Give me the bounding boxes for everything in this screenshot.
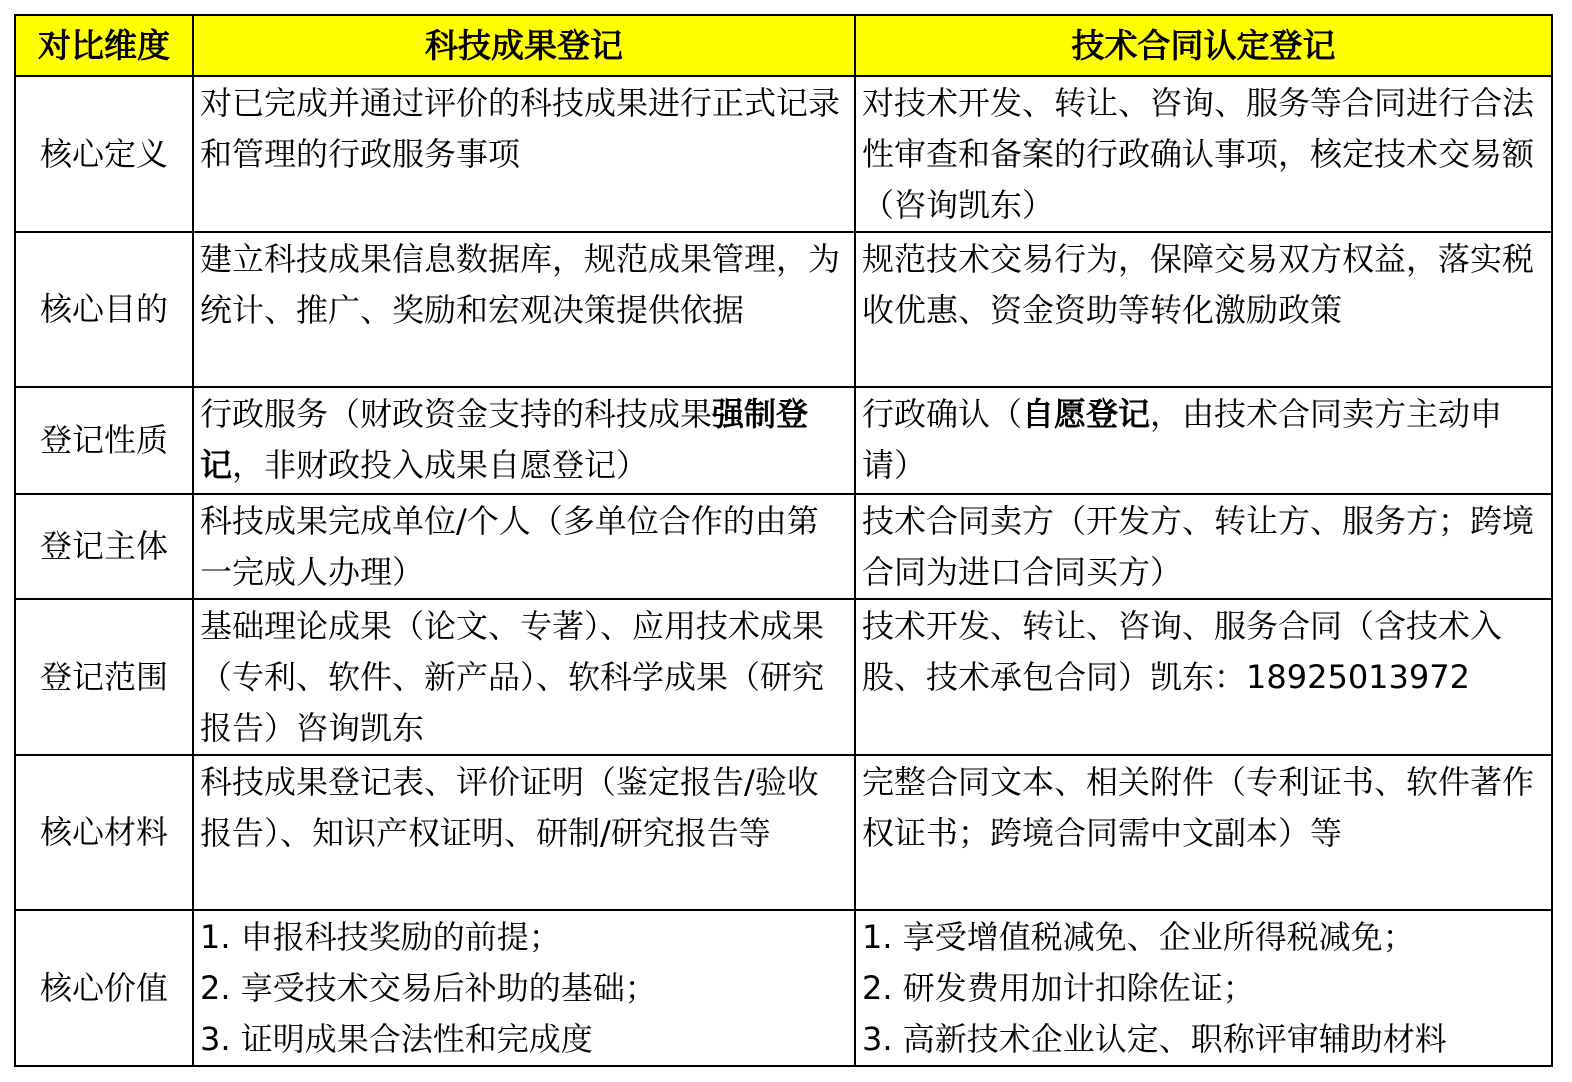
list-item: 3. 高新技术企业认定、职称评审辅助材料 [862, 1020, 1447, 1058]
header-dimension: 对比维度 [15, 15, 193, 76]
achievement-cell [193, 910, 855, 1066]
cell-bold-text: 强制登记 [200, 395, 809, 484]
list-item: 1. 申报科技奖励的前提； [200, 918, 561, 956]
contract-cell: 技术合同卖方（开发方、转让方、服务方；跨境合同为进口合同买方） [855, 494, 1552, 599]
list-item: 2. 享受技术交易后补助的基础； [200, 969, 657, 1007]
row-label: 登记性质 [15, 387, 193, 494]
contract-cell [855, 599, 1552, 755]
row-label: 登记主体 [15, 494, 193, 599]
list-item: 3. 证明成果合法性和完成度 [200, 1020, 593, 1058]
contract-cell: 完整合同文本、相关附件（专利证书、软件著作权证书；跨境合同需中文副本）等 [855, 755, 1552, 910]
cell-text: ，非财政投入成果自愿登记） [232, 446, 649, 484]
row-label: 核心目的 [15, 232, 193, 387]
row-label: 核心材料 [15, 755, 193, 910]
table-row [15, 910, 1552, 1066]
achievement-cell [193, 387, 855, 494]
contract-cell: 对技术开发、转让、咨询、服务等合同进行合法性审查和备案的行政确认事项，核定技术交易额（咨询凯东） [855, 76, 1552, 232]
achievement-cell: 对已完成并通过评价的科技成果进行正式记录和管理的行政服务事项 [193, 76, 855, 232]
table-row [15, 599, 1552, 755]
cell-text: 行政确认（ [862, 395, 1023, 433]
cell-text: ，由技术合同卖方主动申请） [862, 395, 1503, 484]
header-row [15, 15, 1552, 76]
header-tech-achievement-registration: 科技成果登记 [193, 15, 855, 76]
table-row [15, 232, 1552, 387]
comparison-table-container [14, 14, 1553, 1067]
achievement-cell: 科技成果登记表、评价证明（鉴定报告/验收报告）、知识产权证明、研制/研究报告等 [193, 755, 855, 910]
table-row [15, 76, 1552, 232]
row-label: 登记范围 [15, 599, 193, 755]
table-row [15, 494, 1552, 599]
row-label: 核心定义 [15, 76, 193, 232]
contract-cell [855, 387, 1552, 494]
table-row [15, 755, 1552, 910]
comparison-table [14, 14, 1553, 1067]
achievement-cell: 建立科技成果信息数据库，规范成果管理，为统计、推广、奖励和宏观决策提供依据 [193, 232, 855, 387]
row-label: 核心价值 [15, 910, 193, 1066]
list-item: 2. 研发费用加计扣除佐证； [862, 969, 1255, 1007]
achievement-cell: 科技成果完成单位/个人（多单位合作的由第一完成人办理） [193, 494, 855, 599]
contract-cell [855, 910, 1552, 1066]
phone-number: 18925013972 [1246, 658, 1470, 696]
table-row [15, 387, 1552, 494]
cell-bold-text: 自愿登记 [1022, 395, 1151, 433]
list-item: 1. 享受增值税减免、企业所得税减免； [862, 918, 1415, 956]
achievement-cell: 基础理论成果（论文、专著）、应用技术成果（专利、软件、新产品）、软科学成果（研究报告）咨询凯东 [193, 599, 855, 755]
header-tech-contract-registration: 技术合同认定登记 [855, 15, 1552, 76]
cell-text: 技术开发、转让、咨询、服务合同（含技术入股、技术承包合同）凯东： [862, 607, 1503, 696]
contract-cell: 规范技术交易行为，保障交易双方权益，落实税收优惠、资金资助等转化激励政策 [855, 232, 1552, 387]
cell-text: 行政服务（财政资金支持的科技成果 [200, 395, 713, 433]
